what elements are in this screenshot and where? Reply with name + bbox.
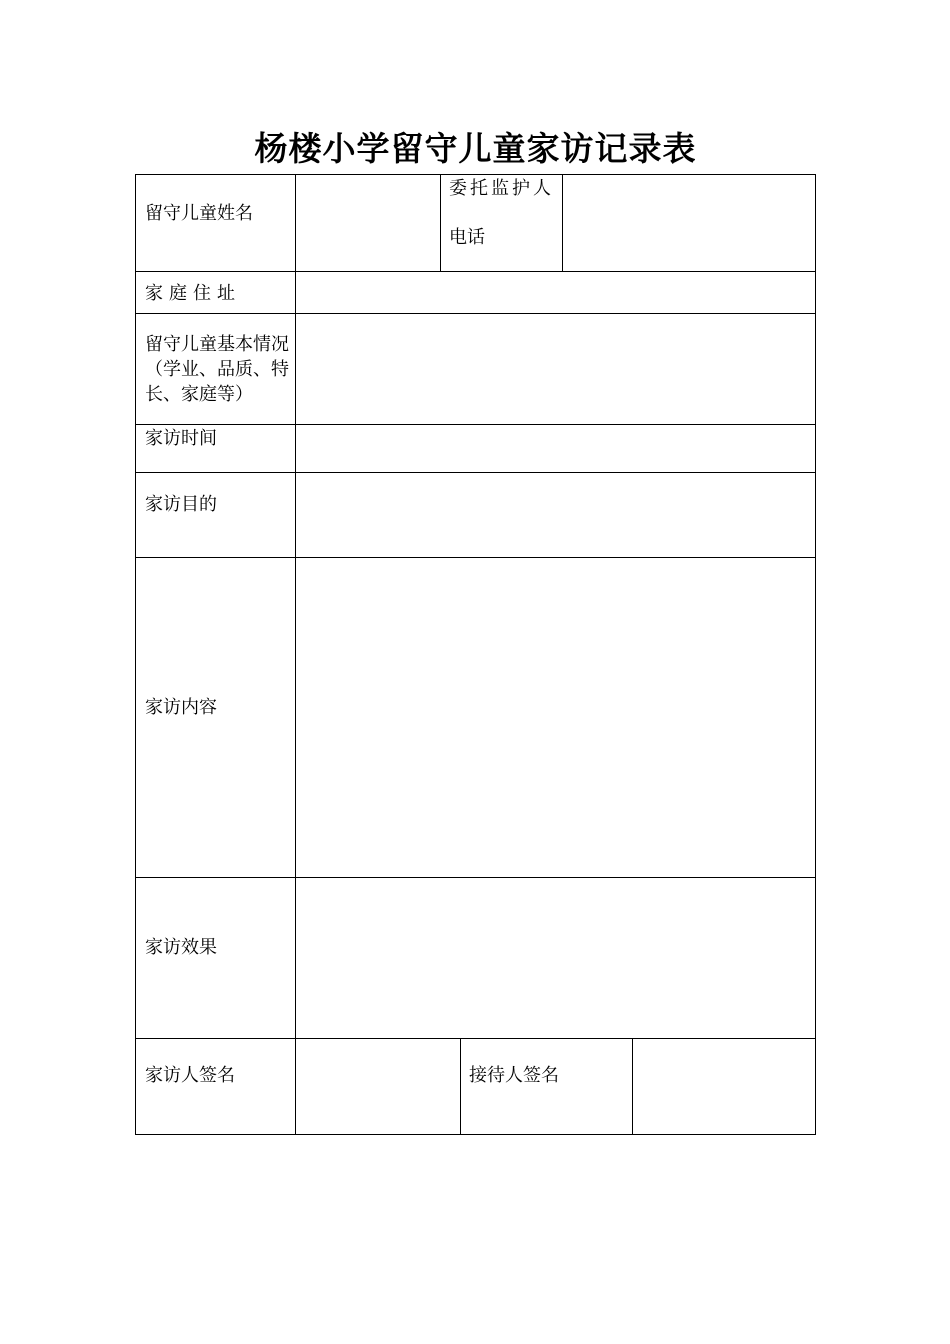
basic-info-label: 留守儿童基本情况（学业、品质、特长、家庭等）: [145, 334, 289, 405]
home-address-field[interactable]: [297, 273, 815, 312]
receiver-signature-label: 接待人签名: [469, 1065, 559, 1086]
visit-content-field[interactable]: [297, 559, 815, 876]
child-name-label: 留守儿童姓名: [145, 203, 253, 224]
column-divider: [440, 175, 441, 271]
visit-effect-label: 家访效果: [145, 937, 217, 958]
row-divider: [136, 313, 815, 314]
column-divider: [562, 175, 563, 271]
page-title: 杨楼小学留守儿童家访记录表: [254, 129, 697, 168]
guardian-phone-label-line1: 委托监护人: [449, 178, 554, 199]
visit-effect-field[interactable]: [297, 879, 815, 1037]
child-name-field[interactable]: [297, 176, 439, 270]
row-divider: [136, 557, 815, 558]
guardian-phone-field[interactable]: [564, 176, 815, 270]
basic-info-field[interactable]: [297, 315, 815, 423]
visitor-signature-field[interactable]: [297, 1040, 459, 1134]
column-divider: [295, 175, 296, 1134]
visit-time-input[interactable]: [297, 426, 815, 471]
home-address-label: 家庭住址: [145, 283, 241, 304]
visit-time-label: 家访时间: [145, 428, 217, 449]
row-divider: [136, 271, 815, 272]
receiver-signature-field[interactable]: [634, 1040, 815, 1134]
visit-content-label: 家访内容: [145, 697, 217, 718]
visitor-signature-label: 家访人签名: [145, 1065, 235, 1086]
row-divider: [136, 472, 815, 473]
column-divider: [632, 1038, 633, 1134]
column-divider: [460, 1038, 461, 1134]
visit-purpose-field[interactable]: [297, 474, 815, 556]
row-divider: [136, 424, 815, 425]
visit-record-form: [135, 174, 816, 1135]
visit-purpose-label: 家访目的: [145, 494, 217, 515]
row-divider: [136, 877, 815, 878]
guardian-phone-label-line2: 电话: [449, 227, 485, 248]
row-divider: [136, 1038, 815, 1039]
